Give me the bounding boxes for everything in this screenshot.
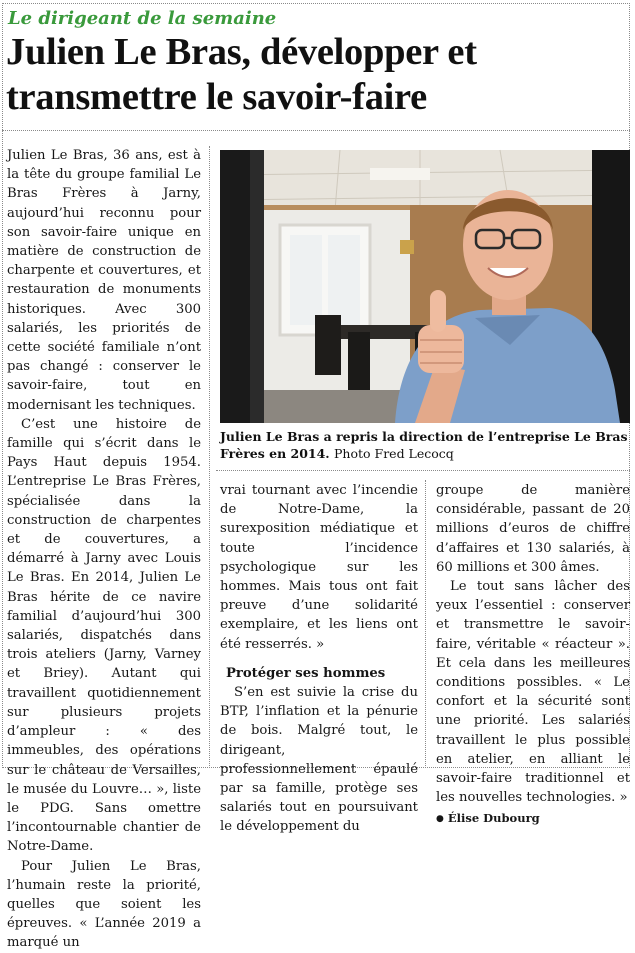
paragraph: Pour Julien Le Bras, l’humain reste la priorité, quelles que soient les épreuves. « L’année 2019 a marqué un	[7, 858, 201, 951]
photo-caption	[220, 428, 630, 462]
header-divider	[2, 130, 630, 131]
caption-text: Julien Le Bras a repris la direction de l’entreprise Le Bras Frères en 2014.	[220, 429, 628, 461]
column-1	[7, 146, 201, 951]
caption-divider	[216, 470, 630, 471]
column-2	[220, 481, 418, 835]
paragraph: vrai tournant avec l’incendie de Notre-Dame, la surexposition médiatique et toute l’incidence psychologique sur les hommes. Mais tous ont fait preuve d’une solidarité exemplaire, et les liens ont été resserrés. »	[220, 483, 418, 652]
subheading: Protéger ses hommes	[226, 665, 386, 681]
author-name: Élise Dubourg	[447, 811, 540, 826]
section-kicker: Le dirigeant de la semaine	[8, 8, 277, 29]
paragraph: C’est une histoire de famille qui s’écrit dans le Pays Haut depuis 1954. L’entreprise Le Bras Frères, spécialisée dans la construction de charpentes et de couvertures, a démarré à Jarny avec Louis Le Bras. En 2014, Julien Le Bras hérite de ce navire familial d’aujourd’hui 300 salariés, dispatchés dans trois ateliers (Jarny, Varney et Briey). Autant qui travaillent quotidiennement sur plusieurs projets d’ampleur : « des immeubles, des opérations sur le château de Versailles, le musée du Louvre… », liste le PDG. Sans omettre l’incontournable chantier de Notre-Dame.	[7, 416, 201, 855]
portrait-photo	[220, 150, 630, 423]
photo-credit: Photo Fred Lecocq	[334, 446, 454, 461]
paragraph: Julien Le Bras, 36 ans, est à la tête du groupe familial Le Bras Frères à Jarny, aujourd’hui reconnu pour son savoir-faire unique en matière de construction de charpente et couvertures, et restauration de monuments historiques. Avec 300 salariés, les priorités de cette société familiale n’ont pas changé : conserver le savoir-faire, tout en modernisant les techniques.	[7, 148, 201, 413]
paragraph: S’en est suivie la crise du BTP, l’inflation et la pénurie de bois. Malgré tout, le dirigeant, professionnellement épaulé par sa famille, protège ses salariés tout en poursuivant le développement du	[220, 685, 418, 835]
article-headline: Julien Le Bras, développer et transmettre le savoir-faire	[6, 31, 477, 118]
bullet-icon: ●	[436, 814, 444, 825]
column-3	[436, 481, 630, 826]
photo-illustration	[220, 150, 630, 423]
author-byline	[436, 809, 630, 829]
column-divider	[425, 480, 426, 766]
paragraph: Le tout sans lâcher des yeux l’essentiel : conserver et transmettre le savoir-faire, véritable « réacteur ». Et cela dans les meilleures conditions possibles. « Le confort et la sécurité sont une priorité. Les salariés travaillent le plus possible en atelier, en alliant le savoir-faire traditionnel et les nouvelles technologies. »	[436, 579, 630, 806]
paragraph: groupe de manière considérable, passant de 20 millions d’euros de chiffre d’affaires et 130 salariés, à 60 millions et 300 âmes.	[436, 483, 630, 575]
column-divider	[209, 146, 210, 766]
